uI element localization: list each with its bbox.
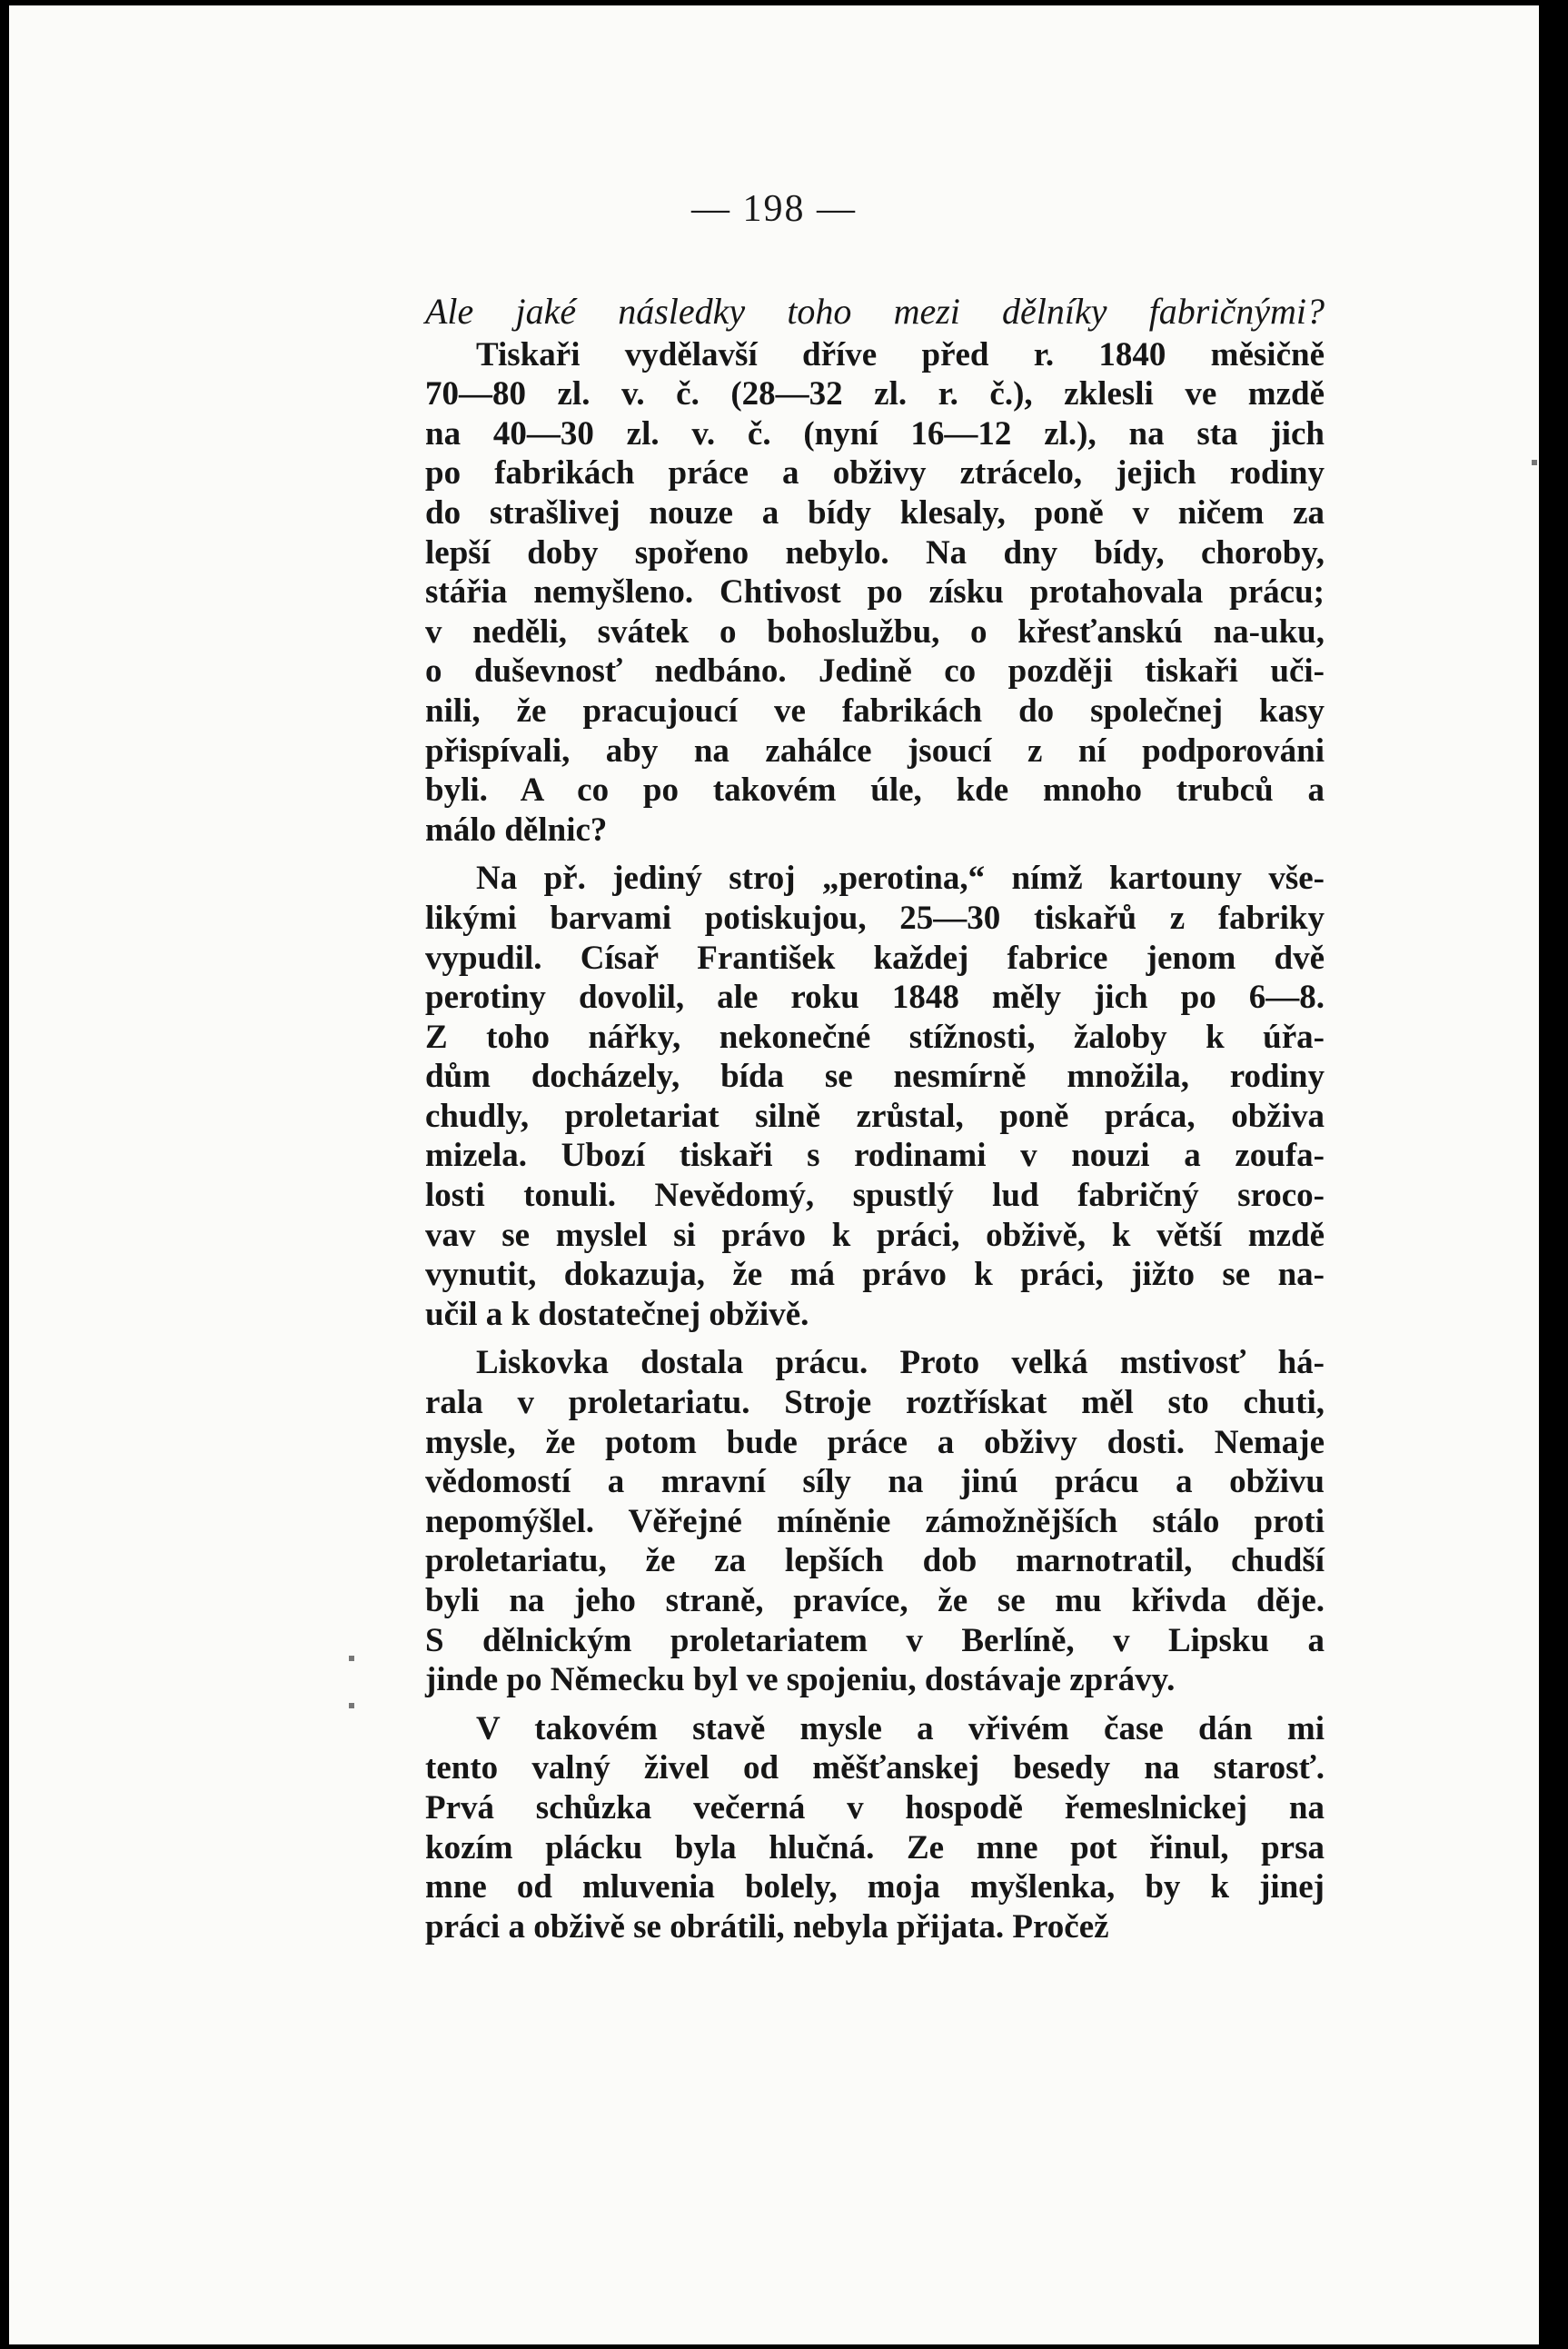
text-line: mne od mluvenia bolely, moja myšlenka, by k jinej xyxy=(425,1868,1325,1906)
text-line: na 40—30 zl. v. č. (nyní 16—12 zl.), na sta jich xyxy=(425,414,1325,453)
text-line: Liskovka dostala prácu. Proto velká mstivosť há- xyxy=(476,1344,1325,1382)
text-line: Tiskaři vydělavší dříve před r. 1840 měsičně xyxy=(476,335,1325,373)
text-line: rala v proletariatu. Stroje roztřískat měl sto chuti, xyxy=(425,1384,1325,1422)
text-line: málo dělnic? xyxy=(425,811,608,849)
paragraphs xyxy=(425,335,1325,1947)
text-line: proletariatu, že za lepších dob marnotratil, chudší xyxy=(425,1542,1325,1580)
text-line: vědomostí a mravní síly na jinú prácu a obživu xyxy=(425,1463,1325,1501)
text-line: vynutit, dokazuja, že má právo k práci, jižto se na- xyxy=(425,1256,1325,1294)
text-line: do strašlivej nouze a bídy klesaly, poně v ničem za xyxy=(425,493,1325,532)
text-line: Prvá schůzka večerná v hospodě řemeslnickej na xyxy=(425,1788,1325,1826)
text-line: dům docházely, bída se nesmírně množila, rodiny xyxy=(425,1058,1325,1096)
paragraph xyxy=(425,1343,1325,1699)
text-line: byli na jeho straně, pravíce, že se mu křivda děje. xyxy=(425,1582,1325,1619)
text-line: vypudil. Císař František každej fabrice jenom dvě xyxy=(425,939,1325,977)
text-line: 70—80 zl. v. č. (28—32 zl. r. č.), zklesli ve mzdě xyxy=(425,375,1325,413)
scan-speck xyxy=(349,1656,354,1661)
page-number: — 198 — xyxy=(691,188,857,230)
text-line: perotiny dovolil, ale roku 1848 měly jich po 6—8. xyxy=(425,979,1325,1017)
section-heading: Ale jaké následky toho mezi dělníky fabričnými? xyxy=(425,291,1325,332)
text-line: stářia nemyšleno. Chtivost po získu protahovala prácu; xyxy=(425,573,1325,612)
text-line: kozím plácku byla hlučná. Ze mne pot řinul, prsa xyxy=(425,1828,1325,1866)
text-line: nili, že pracujoucí ve fabrikách do společnej kasy xyxy=(425,692,1325,730)
text-line: učil a k dostatečnej obživě. xyxy=(425,1295,809,1333)
paragraph xyxy=(425,335,1325,851)
text-line: losti tonuli. Nevědomý, spustlý lud fabričný sroco- xyxy=(425,1177,1325,1215)
paragraph xyxy=(425,1709,1325,1947)
text-line: byli. A co po takovém úle, kde mnoho trubců a xyxy=(425,771,1325,810)
text-line: lepší doby spořeno nebylo. Na dny bídy, choroby, xyxy=(425,533,1325,572)
text-line: mysle, že potom bude práce a obživy dosti. Nemaje xyxy=(425,1423,1325,1461)
text-line: chudly, proletariat silně zrůstal, poně práca, obživa xyxy=(425,1097,1325,1135)
text-line: vav se myslel si právo k práci, obživě, k větší mzdě xyxy=(425,1216,1325,1254)
text-line: jinde po Německu byl ve spojeniu, dostávaje zprávy. xyxy=(425,1661,1176,1699)
text-line: S dělnickým proletariatem v Berlíně, v Lipsku a xyxy=(425,1621,1325,1659)
paragraph xyxy=(425,859,1325,1334)
text-line: Z toho nářky, nekonečné stížnosti, žaloby k úřa- xyxy=(425,1018,1325,1056)
text-line: tento valný živel od měšťanskej besedy na starosť. xyxy=(425,1749,1325,1787)
text-line: V takovém stavě mysle a vřivém čase dán mi xyxy=(476,1709,1325,1747)
scan-speck xyxy=(349,1703,354,1708)
text-line: po fabrikách práce a obživy ztrácelo, jejich rodiny xyxy=(425,454,1325,493)
book-page xyxy=(9,5,1539,2344)
text-line: likými barvami potiskujou, 25—30 tiskařů z fabriky xyxy=(425,899,1325,937)
scan-speck xyxy=(1532,460,1537,465)
text-line: o duševnosť nedbáno. Jedině co později tiskaři uči- xyxy=(425,652,1325,691)
page-text xyxy=(425,292,1325,1946)
text-line: práci a obživě se obrátili, nebyla přijata. Pročež xyxy=(425,1907,1109,1946)
text-line: přispívali, aby na zahálce jsoucí z ní podporováni xyxy=(425,732,1325,770)
text-line: mizela. Ubozí tiskaři s rodinami v nouzi a zoufa- xyxy=(425,1137,1325,1175)
text-line: v neděli, svátek o bohoslužbu, o křesťanskú na-uku, xyxy=(425,612,1325,651)
text-line: nepomýšlel. Věřejné míněnie zámožnějších stálo proti xyxy=(425,1502,1325,1540)
text-line: Na př. jediný stroj „perotina,“ nímž kartouny vše- xyxy=(476,860,1325,898)
